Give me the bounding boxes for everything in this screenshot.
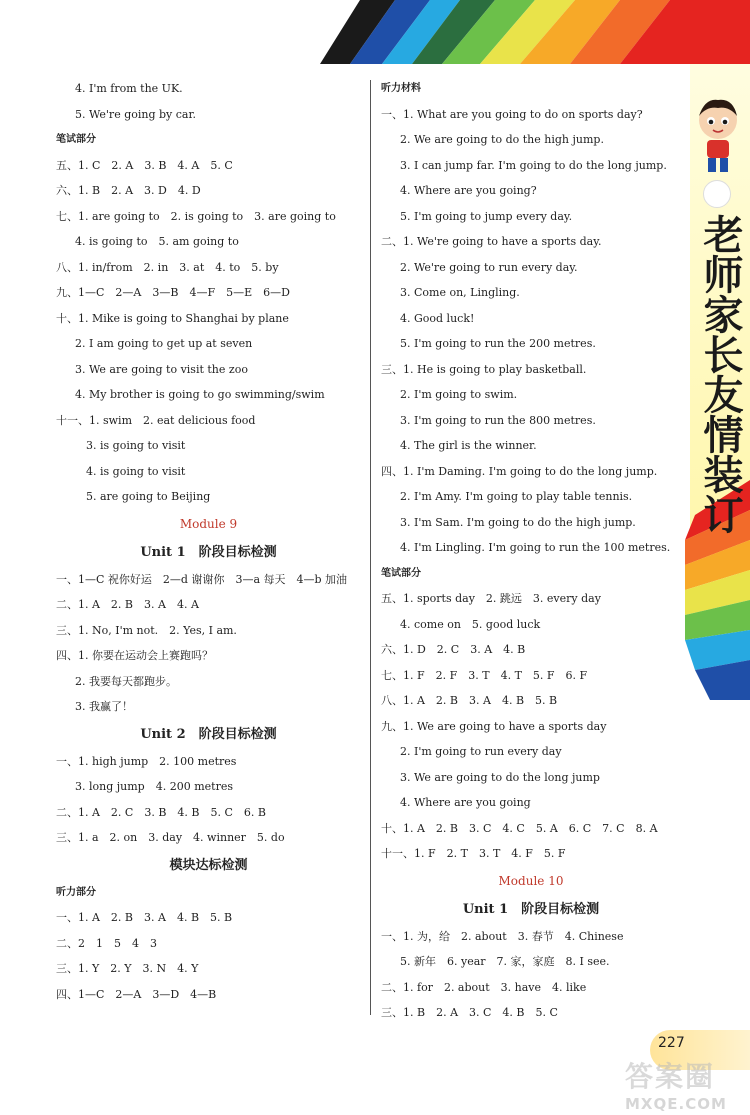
answer-line: 三、1. No, I'm not. 2. Yes, I am. (56, 623, 237, 637)
unit-heading (56, 851, 361, 880)
circle-bullet-icon (703, 180, 731, 208)
answer-line: 3. long jump 4. 200 metres (75, 780, 233, 793)
unit-title: 模块达标检测 (169, 857, 248, 873)
answer-line: 3. We are going to visit the zoo (75, 362, 248, 376)
answer-line: 2. 我要每天都跑步。 (75, 674, 177, 688)
answer-line: 4. Good luck! (400, 311, 475, 325)
answer-line: 3. I'm going to run the 800 metres. (400, 413, 596, 427)
answer-line: 5. We're going by car. (75, 107, 197, 121)
answer-line: 一、1. high jump 2. 100 metres (56, 754, 237, 768)
section-heading: 笔试部分 (56, 134, 96, 145)
answer-line: 二、1. A 2. C 3. B 4. B 5. C 6. B (56, 805, 266, 819)
section-heading: 听力部分 (56, 886, 96, 898)
answer-line: 二、1. A 2. B 3. A 4. A (56, 598, 199, 611)
page-number: 227 (658, 1035, 685, 1051)
answer-line: 3. We are going to do the long jump (400, 770, 600, 784)
answer-line: 十、1. A 2. B 3. C 4. C 5. A 6. C 7. C 8. A (381, 821, 658, 835)
answer-line: 4. My brother is going to go swimming/swim (75, 388, 325, 401)
answer-line: 2. I'm Amy. I'm going to play table tennis. (400, 490, 633, 503)
answer-line: 五、1. sports day 2. 跳远 3. every day (381, 592, 601, 605)
answer-line: 5. I'm going to run the 200 metres. (400, 337, 596, 350)
unit-label: Unit 1 (140, 544, 186, 560)
answer-line: 一、1. What are you going to do on sports day? (381, 107, 643, 121)
answer-line: 七、1. F 2. F 3. T 4. T 5. F 6. F (381, 668, 588, 682)
answer-line: 六、1. D 2. C 3. A 4. B (381, 643, 526, 656)
answer-line: 十、1. Mike is going to Shanghai by plane (56, 311, 289, 325)
answer-line: 5. are going to Beijing (86, 490, 211, 503)
answer-line: 4. Where are you going? (400, 184, 537, 197)
answer-line: 4. is going to 5. am going to (75, 235, 239, 248)
answer-line: 4. Where are you going (400, 796, 531, 809)
answer-line: 三、1. a 2. on 3. day 4. winner 5. do (56, 831, 285, 844)
answer-line: 一、1—C 祝你好运 2—d 谢谢你 3—a 每天 4—b 加油 (56, 572, 348, 586)
answer-line: 十一、1. F 2. T 3. T 4. F 5. F (381, 847, 566, 860)
answer-line: 3. I can jump far. I'm going to do the long jump. (400, 158, 667, 172)
answer-line: 四、1. 你要在运动会上赛跑吗？ (56, 649, 213, 662)
answer-line: 八、1. A 2. B 3. A 4. B 5. B (381, 694, 558, 707)
answer-line: 二、2 1 5 4 3 (56, 936, 157, 950)
answer-line: 2. We are going to do the high jump. (400, 133, 604, 146)
answer-line: 四、1. I'm Daming. I'm going to do the long jump. (381, 464, 658, 478)
answer-line: 3. I'm Sam. I'm going to do the high jump. (400, 515, 636, 529)
watermark-logo-text: 答案圈 (625, 1060, 716, 1093)
answer-column-right (381, 76, 681, 1026)
answer-line: 九、1—C 2—A 3—B 4—F 5—E 6—D (56, 286, 290, 299)
answer-line: 六、1. B 2. A 3. D 4. D (56, 184, 201, 197)
unit-title: 阶段目标检测 (198, 726, 277, 742)
answer-line: 三、1. He is going to play basketball. (381, 362, 587, 376)
unit-title: 阶段目标检测 (521, 901, 600, 917)
binding-note-vertical-title: 老师家长友情装订 (697, 214, 743, 534)
answer-line: 九、1. We are going to have a sports day (381, 719, 607, 733)
answer-line: 5. 新年 6. year 7. 家，家庭 8. I see. (400, 955, 610, 968)
answer-column-left (56, 76, 361, 1007)
unit-title: 阶段目标检测 (198, 544, 277, 560)
answer-line: 五、1. C 2. A 3. B 4. A 5. C (56, 158, 233, 172)
answer-line: 4. come on 5. good luck (400, 617, 541, 631)
answer-line: 七、1. are going to 2. is going to 3. are going to (56, 209, 336, 223)
section-heading: 笔试部分 (381, 567, 421, 579)
answer-line: 一、1. A 2. B 3. A 4. B 5. B (56, 911, 233, 924)
cartoon-boy-icon (695, 96, 741, 176)
answer-line: 4. I'm from the UK. (75, 82, 183, 95)
answer-line: 2. I'm going to swim. (400, 388, 518, 401)
unit-heading (56, 720, 361, 749)
answer-line: 二、1. We're going to have a sports day. (381, 235, 602, 248)
answer-line: 4. is going to visit (86, 464, 186, 478)
answer-line: 一、1. 为，给 2. about 3. 春节 4. Chinese (381, 929, 624, 943)
unit-label: Unit 1 (462, 901, 509, 917)
answer-line: 四、1—C 2—A 3—D 4—B (56, 987, 217, 1001)
module-heading: Module 9 (179, 516, 238, 531)
watermark-url-text: MXQE.COM (625, 1095, 727, 1113)
answer-line: 三、1. Y 2. Y 3. N 4. Y (56, 962, 199, 975)
rainbow-header-decoration (320, 0, 750, 64)
section-heading: 听力材料 (381, 83, 421, 94)
answer-line: 三、1. B 2. A 3. C 4. B 5. C (381, 1006, 558, 1019)
answer-line: 5. I'm going to jump every day. (400, 209, 573, 223)
answer-line: 3. is going to visit (86, 439, 186, 452)
answer-line: 4. The girl is the winner. (400, 439, 537, 452)
answer-line: 十一、1. swim 2. eat delicious food (56, 413, 256, 427)
answer-line: 3. 我赢了！ (75, 700, 133, 713)
unit-heading (56, 538, 361, 567)
column-divider (370, 80, 371, 1015)
answer-line: 4. I'm Lingling. I'm going to run the 100 metres. (400, 541, 671, 554)
answer-line: 八、1. in/from 2. in 3. at 4. to 5. by (56, 260, 279, 274)
unit-heading (381, 895, 681, 924)
unit-label: Unit 2 (140, 726, 186, 742)
answer-line: 二、1. for 2. about 3. have 4. like (381, 980, 587, 994)
answer-line: 2. I'm going to run every day (400, 745, 562, 758)
answer-line: 2. We're going to run every day. (400, 260, 578, 274)
answer-line: 3. Come on, Lingling. (400, 286, 520, 299)
site-watermark (625, 1055, 727, 1113)
answer-line: 2. I am going to get up at seven (75, 337, 253, 350)
module-heading: Module 10 (498, 873, 564, 888)
